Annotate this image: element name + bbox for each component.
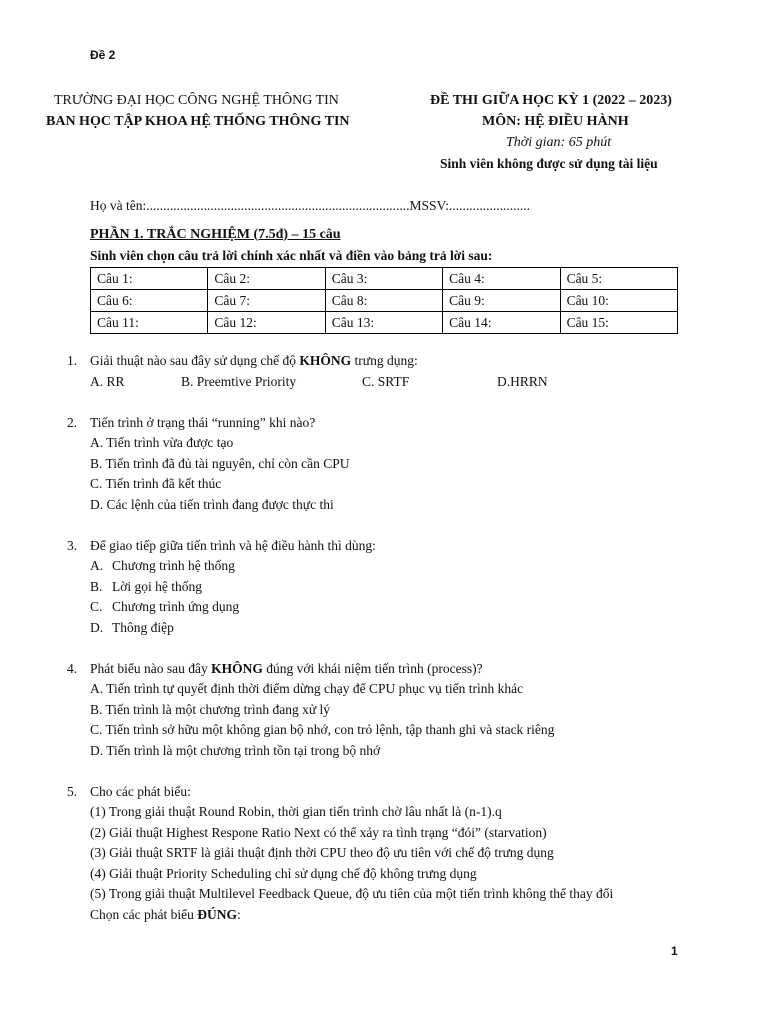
q1-option-c: C. SRTF [362, 374, 410, 389]
q5-statement-3: (3) Giải thuật SRTF là giải thuật định thời CPU theo độ ưu tiên với chế độ trưng dụng [90, 845, 554, 860]
q5-statement-1: (1) Trong giải thuật Round Robin, thời gian tiến trình chờ lâu nhất là (n-1).q [90, 804, 502, 819]
answer-cell: Câu 9: [443, 290, 560, 312]
exam-duration: Thời gian: 65 phút [506, 135, 612, 150]
q3-option-b: B. Lời gọi hệ thống [90, 579, 203, 594]
q2-option-d: D. Các lệnh của tiến trình đang được thực thi [90, 497, 334, 512]
q5-choose-prompt: Chọn các phát biểu ĐÚNG: [90, 907, 241, 922]
answer-cell: Câu 15: [560, 312, 677, 334]
page-number: 1 [671, 944, 678, 958]
table-row [91, 290, 678, 312]
question-number: 1. [67, 353, 78, 368]
question-text: Giải thuật nào sau đây sử dụng chế độ KHÔNG trưng dụng: [90, 353, 418, 368]
department-name: BAN HỌC TẬP KHOA HỆ THỐNG THÔNG TIN [46, 114, 350, 129]
question-number: 5. [67, 784, 78, 799]
q3-option-c: C. Chương trình ứng dụng [90, 599, 240, 614]
q2-option-c: C. Tiến trình đã kết thúc [90, 476, 222, 491]
question-text: Tiến trình ở trạng thái “running” khi nào? [90, 415, 316, 430]
q2-option-a: A. Tiến trình vừa được tạo [90, 435, 234, 450]
exam-title: ĐỀ THI GIỮA HỌC KỲ 1 (2022 – 2023) [430, 93, 672, 108]
q4-option-c: C. Tiến trình sở hữu một không gian bộ nhớ, con trỏ lệnh, tập thanh ghi và stack riêng [90, 722, 555, 737]
q4-option-d: D. Tiến trình là một chương trình tồn tại trong bộ nhớ [90, 743, 381, 758]
answer-table [90, 267, 678, 334]
answer-cell: Câu 14: [443, 312, 560, 334]
q5-statement-2: (2) Giải thuật Highest Respone Ratio Next có thể xảy ra tình trạng “đói” (starvation) [90, 825, 547, 840]
q1-option-b: B. Preemtive Priority [181, 374, 297, 389]
q1-option-d: D.HRRN [497, 374, 548, 389]
table-row [91, 312, 678, 334]
exam-code: Đề 2 [90, 48, 116, 62]
student-name-label: Họ và tên:.............................................................................. [90, 198, 410, 213]
subject-title: MÔN: HỆ ĐIỀU HÀNH [482, 114, 629, 129]
answer-cell: Câu 5: [560, 268, 677, 290]
student-info-line [90, 198, 530, 214]
answer-cell: Câu 1: [91, 268, 208, 290]
q5-statement-5: (5) Trong giải thuật Multilevel Feedback Queue, độ ưu tiên của một tiến trình không thể thay đổi [90, 886, 614, 901]
answer-cell: Câu 13: [325, 312, 442, 334]
q4-option-a: A. Tiến trình tự quyết định thời điểm dừng chạy để CPU phục vụ tiến trình khác [90, 681, 524, 696]
answer-cell: Câu 11: [91, 312, 208, 334]
answer-cell: Câu 4: [443, 268, 560, 290]
answer-cell: Câu 6: [91, 290, 208, 312]
part1-title: PHẦN 1. TRẮC NGHIỆM (7.5đ) – 15 câu [90, 227, 341, 242]
answer-cell: Câu 10: [560, 290, 677, 312]
no-materials-note: Sinh viên không được sử dụng tài liệu [440, 156, 658, 171]
q5-statement-4: (4) Giải thuật Priority Scheduling chỉ sử dụng chế độ không trưng dụng [90, 866, 477, 881]
q3-option-d: D. Thông điệp [90, 620, 174, 635]
answer-cell: Câu 2: [208, 268, 325, 290]
question-number: 4. [67, 661, 78, 676]
question-text: Phát biểu nào sau đây KHÔNG đúng với khái niệm tiến trình (process)? [90, 661, 483, 676]
answer-cell: Câu 8: [325, 290, 442, 312]
question-number: 2. [67, 415, 78, 430]
student-id-label: MSSV:........................ [409, 198, 531, 213]
university-name: TRƯỜNG ĐẠI HỌC CÔNG NGHỆ THÔNG TIN [54, 93, 339, 108]
q2-option-b: B. Tiến trình đã đủ tài nguyên, chỉ còn cần CPU [90, 456, 350, 471]
question-text: Cho các phát biểu: [90, 784, 191, 799]
table-row [91, 268, 678, 290]
q4-option-b: B. Tiến trình là một chương trình đang xử lý [90, 702, 331, 717]
answer-cell: Câu 3: [325, 268, 442, 290]
q1-option-a: A. RR [90, 374, 125, 389]
question-text: Để giao tiếp giữa tiến trình và hệ điều hành thì dùng: [90, 538, 376, 553]
part1-instruction: Sinh viên chọn câu trả lời chính xác nhất và điền vào bảng trả lời sau: [90, 248, 493, 263]
answer-cell: Câu 7: [208, 290, 325, 312]
answer-cell: Câu 12: [208, 312, 325, 334]
question-number: 3. [67, 538, 78, 553]
q3-option-a: A. Chương trình hệ thống [90, 558, 235, 573]
